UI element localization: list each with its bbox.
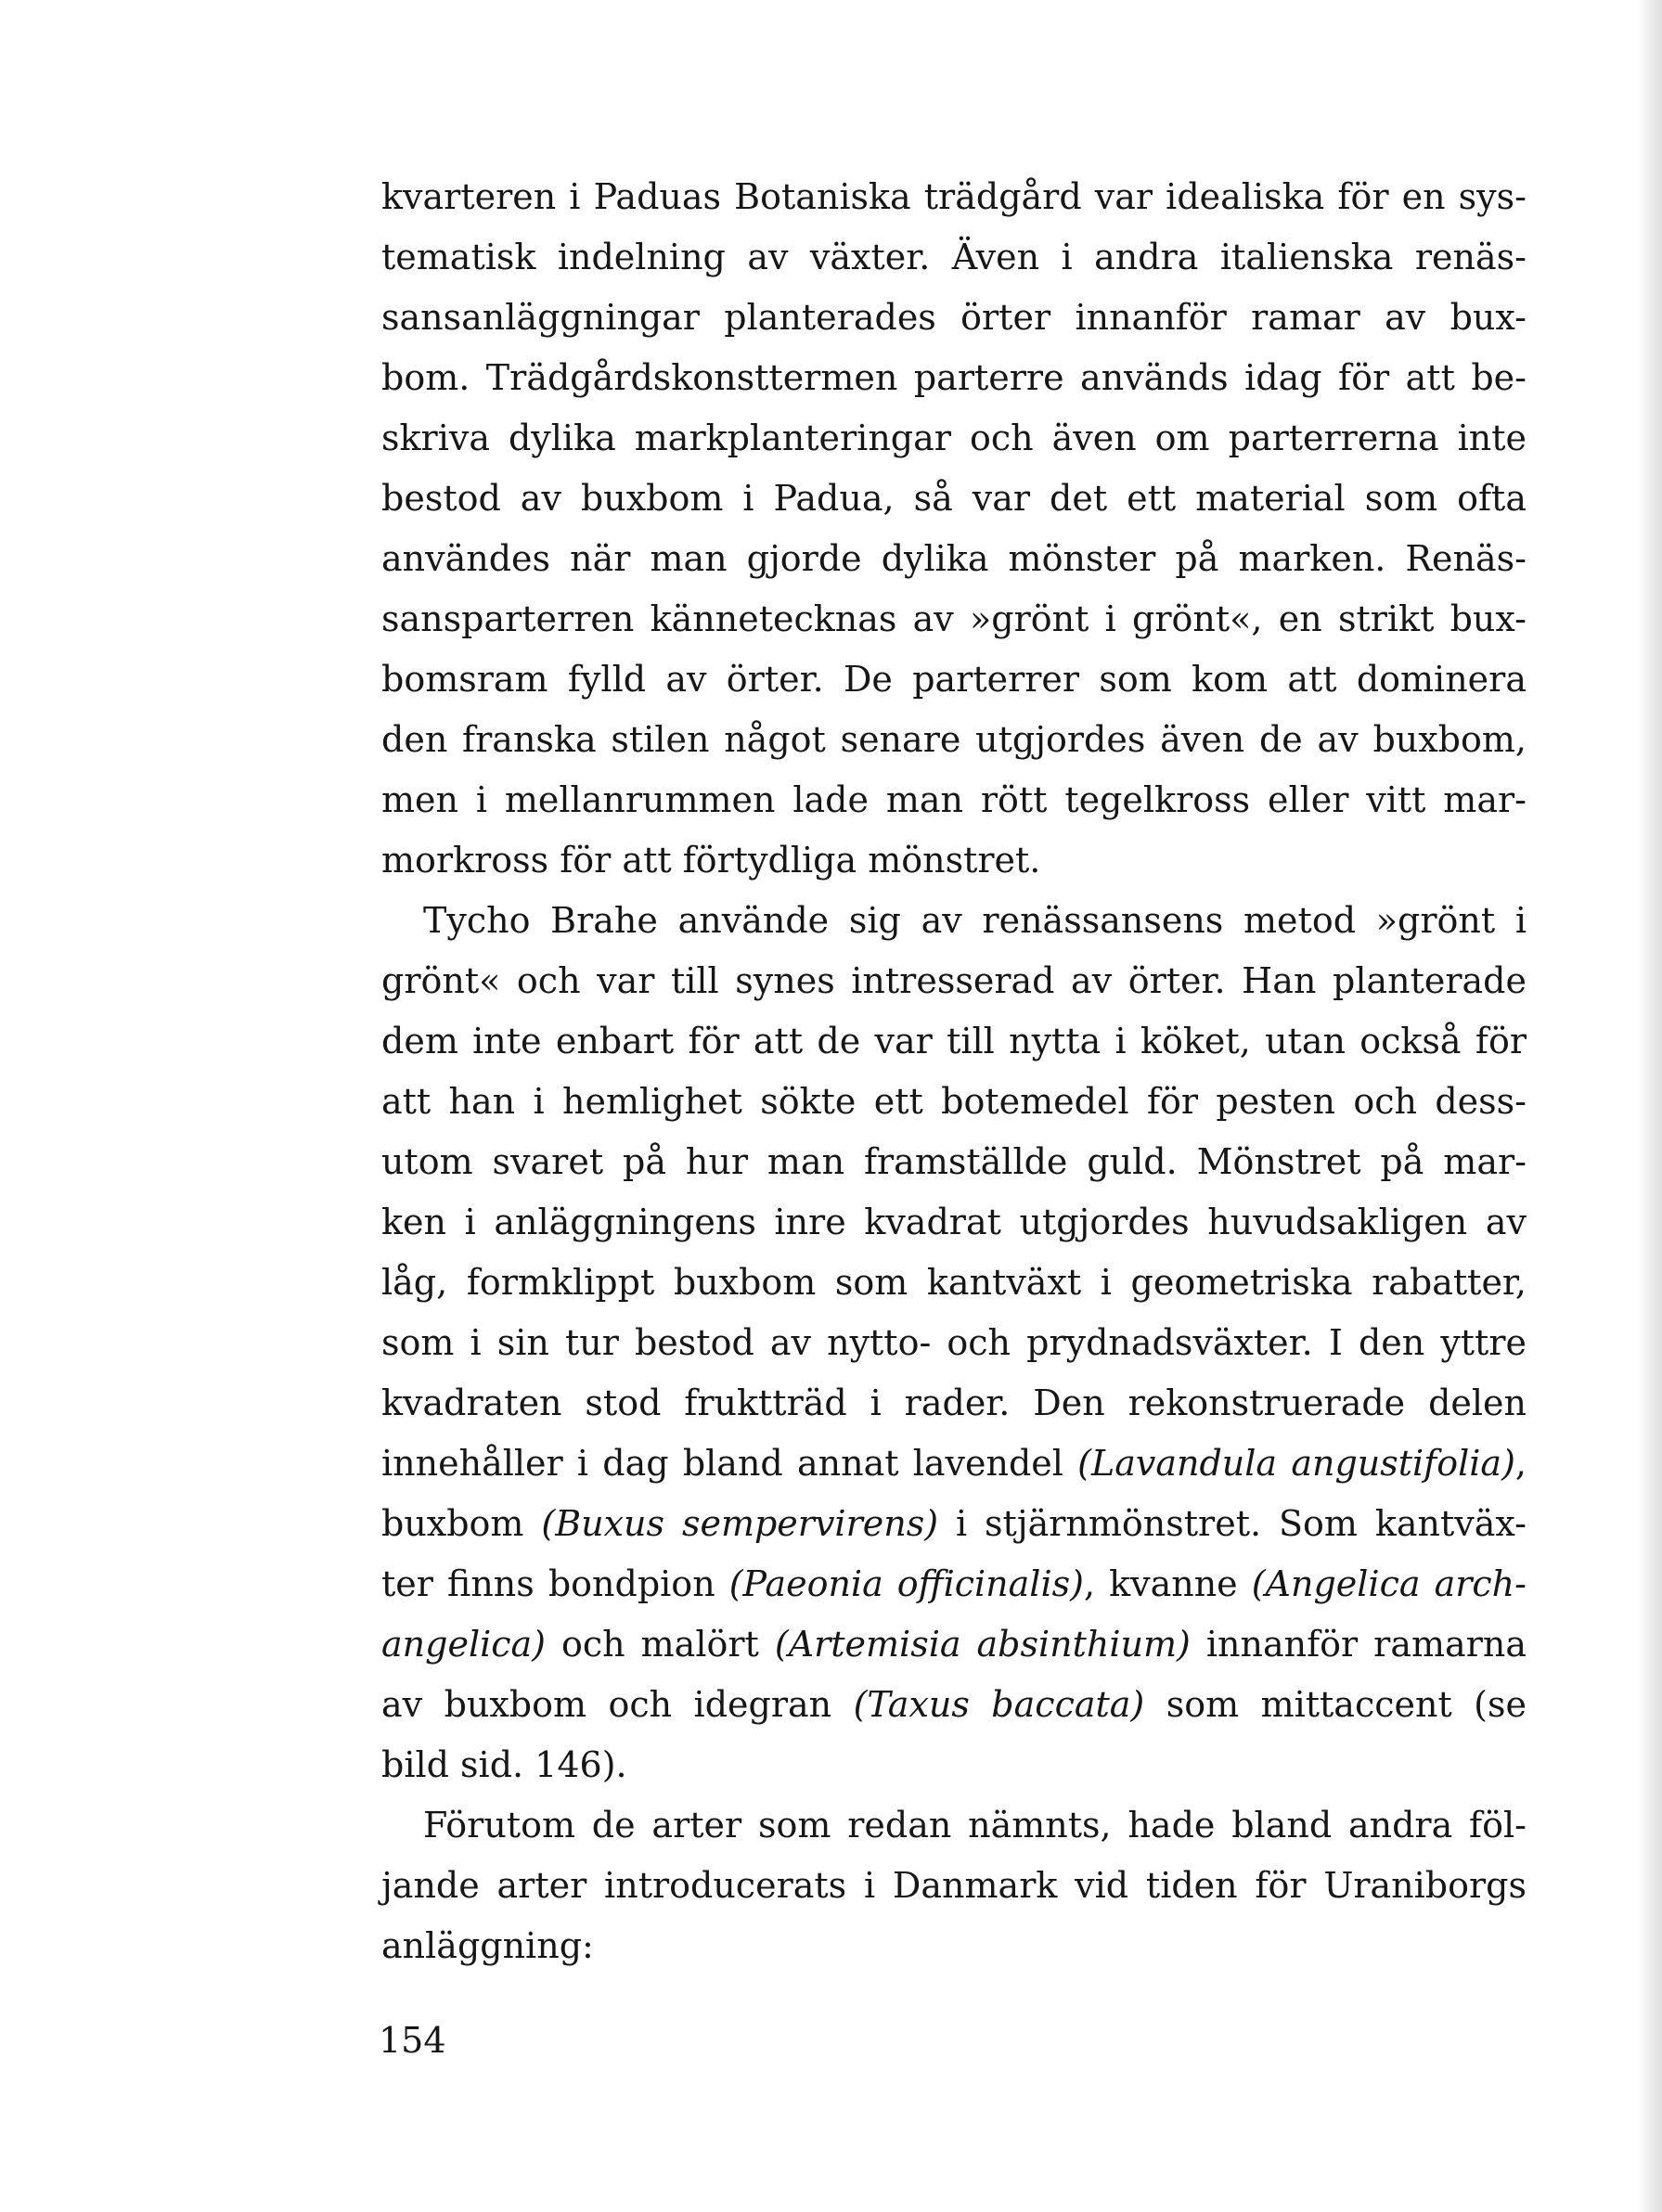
- page-number: 154: [379, 2020, 446, 2061]
- text-line: morkross för att förtydliga mönstret.: [381, 840, 1041, 881]
- text-line: ken i anläggningens inre kvadrat utgjordes huvudsakligen av: [381, 1202, 1527, 1242]
- text-line: buxbom (Buxus sempervirens) i stjärnmönstret. Som kantväx-: [381, 1503, 1527, 1544]
- text-line: Förutom de arter som redan nämnts, hade bland andra föl-: [423, 1805, 1527, 1845]
- body-text: [381, 167, 1527, 1976]
- text-line: angelica) och malört (Artemisia absinthium) innanför ramarna: [381, 1624, 1527, 1665]
- text-line: ter finns bondpion (Paeonia officinalis), kvanne (Angelica arch-: [381, 1563, 1527, 1604]
- text-line: skriva dylika markplanteringar och även om parterrerna inte: [381, 418, 1527, 458]
- text-line: som i sin tur bestod av nytto- och prydnadsväxter. I den yttre: [381, 1322, 1527, 1363]
- text-line: att han i hemlighet sökte ett botemedel för pesten och dess-: [381, 1081, 1527, 1122]
- text-line: grönt« och var till synes intresserad av örter. Han planterade: [381, 960, 1527, 1001]
- text-line: den franska stilen något senare utgjordes även de av buxbom,: [381, 719, 1527, 760]
- text-line: men i mellanrummen lade man rött tegelkross eller vitt mar-: [381, 779, 1527, 820]
- text-line: sansparterren kännetecknas av »grönt i grönt«, en strikt bux-: [381, 598, 1527, 639]
- text-line: kvadraten stod fruktträd i rader. Den rekonstruerade delen: [381, 1382, 1527, 1423]
- text-line: bomsram fylld av örter. De parterrer som kom att dominera: [381, 659, 1527, 700]
- text-line: användes när man gjorde dylika mönster på marken. Renäs-: [381, 538, 1527, 579]
- text-line: bom. Trädgårdskonsttermen parterre används idag för att be-: [381, 357, 1527, 398]
- text-line: av buxbom och idegran (Taxus baccata) som mittaccent (se: [381, 1684, 1527, 1725]
- text-line: bestod av buxbom i Padua, så var det ett material som ofta: [381, 478, 1527, 519]
- text-line: kvarteren i Paduas Botaniska trädgård var idealiska för en sys-: [381, 176, 1527, 217]
- text-line: tematisk indelning av växter. Även i andra italienska renäs-: [381, 237, 1527, 277]
- text-line: dem inte enbart för att de var till nytta i köket, utan också för: [381, 1021, 1527, 1061]
- text-line: låg, formklippt buxbom som kantväxt i geometriska rabatter,: [381, 1262, 1527, 1303]
- text-line: sansanläggningar planterades örter innanför ramar av bux-: [381, 297, 1527, 338]
- text-line: anläggning:: [381, 1925, 594, 1966]
- text-line: innehåller i dag bland annat lavendel (Lavandula angustifolia),: [381, 1443, 1527, 1484]
- text-line: bild sid. 146).: [381, 1744, 627, 1785]
- text-line: utom svaret på hur man framställde guld. Mönstret på mar-: [381, 1141, 1527, 1182]
- text-line: Tycho Brahe använde sig av renässansens metod »grönt i: [423, 900, 1527, 941]
- page-edge-shadow: [1638, 0, 1662, 2212]
- text-line: jande arter introducerats i Danmark vid tiden för Uraniborgs: [381, 1865, 1527, 1906]
